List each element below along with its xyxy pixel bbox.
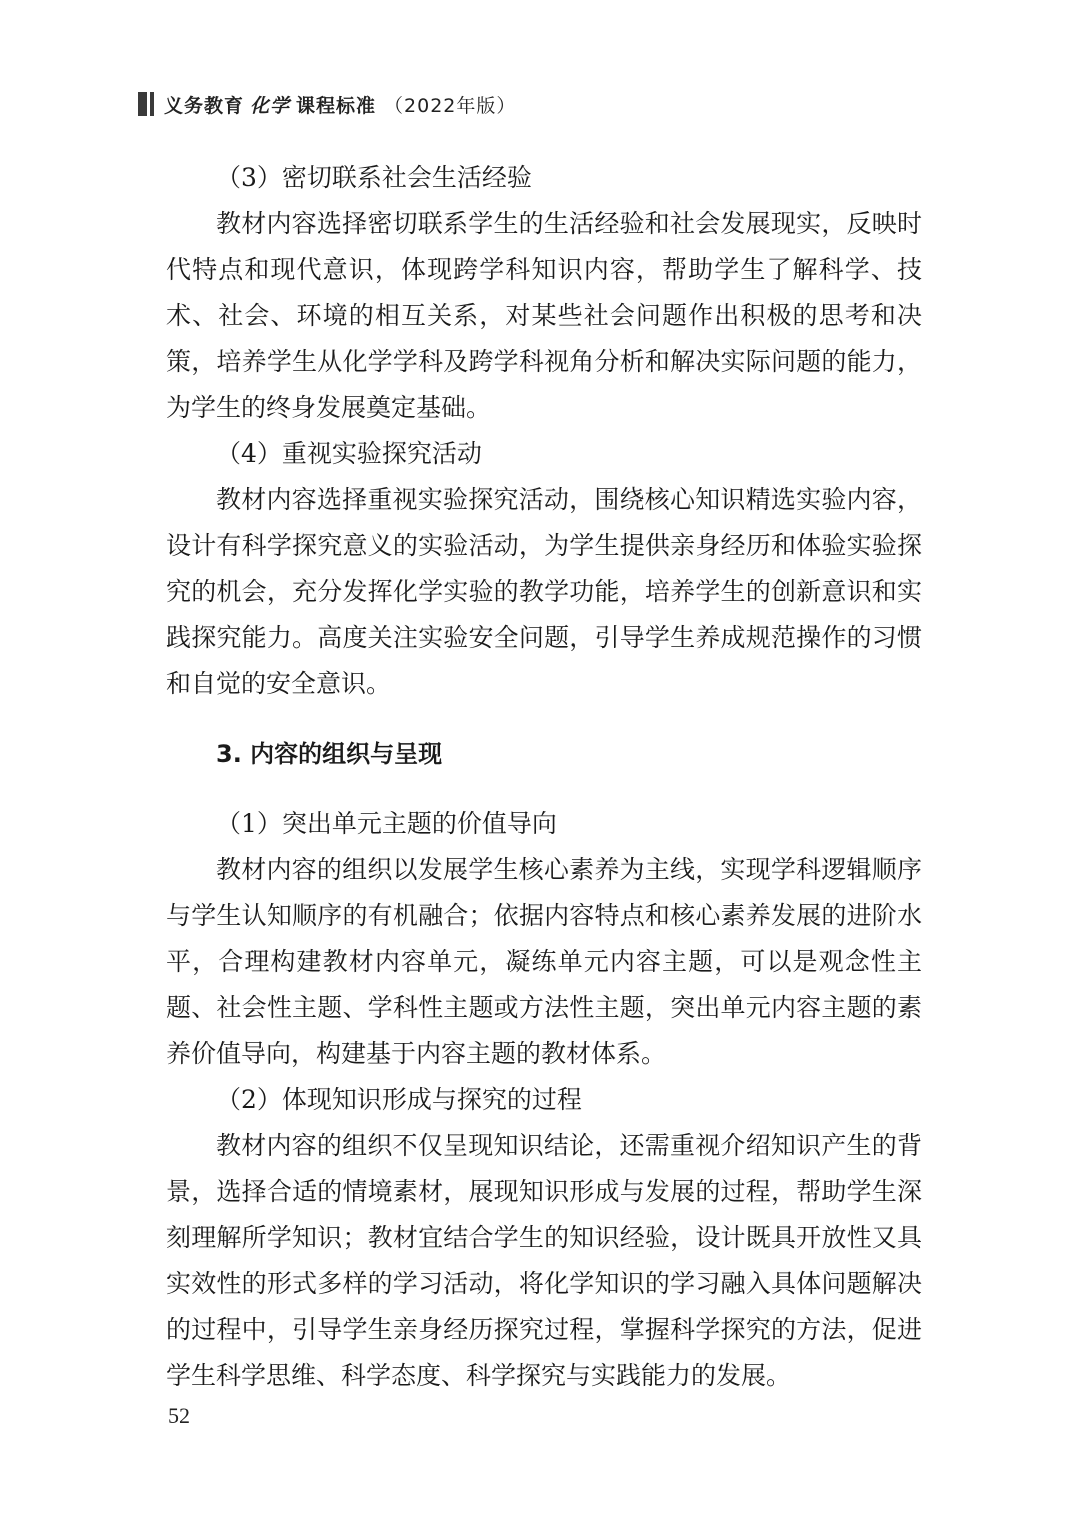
header-prefix: 义务教育: [164, 94, 245, 117]
page-body: [166, 155, 922, 1399]
subsection-title: （3）密切联系社会生活经验: [216, 163, 532, 192]
subsection-title: （2）体现知识形成与探究的过程: [216, 1085, 582, 1114]
paragraph: 教材内容选择重视实验探究活动，围绕核心知识精选实验内容，设计有科学探究意义的实验活动，为学生提供亲身经历和体验实验探究的机会，充分发挥化学实验的教学功能，培养学生的创新意识和实践探究能力。高度关注实验安全问题，引导学生养成规范操作的习惯和自觉的安全意识。: [166, 485, 922, 698]
paragraph: 教材内容的组织以发展学生核心素养为主线，实现学科逻辑顺序与学生认知顺序的有机融合；依据内容特点和核心素养发展的进阶水平，合理构建教材内容单元，凝练单元内容主题，可以是观念性主题、社会性主题、学科性主题或方法性主题，突出单元内容主题的素养价值导向，构建基于内容主题的教材体系。: [166, 855, 922, 1068]
header-title: [164, 91, 516, 118]
subsection-title: （4）重视实验探究活动: [216, 439, 482, 468]
header-title-text: 课程标准: [296, 94, 377, 117]
section-heading: 3. 内容的组织与呈现: [216, 740, 443, 768]
header-bar-icon: [138, 92, 154, 116]
paragraph: 教材内容选择密切联系学生的生活经验和社会发展现实，反映时代特点和现代意识，体现跨学科知识内容，帮助学生了解科学、技术、社会、环境的相互关系，对某些社会问题作出积极的思考和决策，培养学生从化学学科及跨学科视角分析和解决实际问题的能力，为学生的终身发展奠定基础。: [166, 209, 922, 422]
header-subject: 化学: [250, 94, 291, 117]
subsection-title: （1）突出单元主题的价值导向: [216, 809, 557, 838]
running-header: [138, 90, 516, 118]
paragraph: 教材内容的组织不仅呈现知识结论，还需重视介绍知识产生的背景，选择合适的情境素材，展现知识形成与发展的过程，帮助学生深刻理解所学知识；教材宜结合学生的知识经验，设计既具开放性又具实效性的形式多样的学习活动，将化学知识的学习融入具体问题解决的过程中，引导学生亲身经历探究过程，掌握科学探究的方法，促进学生科学思维、科学态度、科学探究与实践能力的发展。: [166, 1131, 922, 1390]
page-number: 52: [168, 1403, 190, 1428]
header-edition: （2022年版）: [384, 94, 517, 117]
